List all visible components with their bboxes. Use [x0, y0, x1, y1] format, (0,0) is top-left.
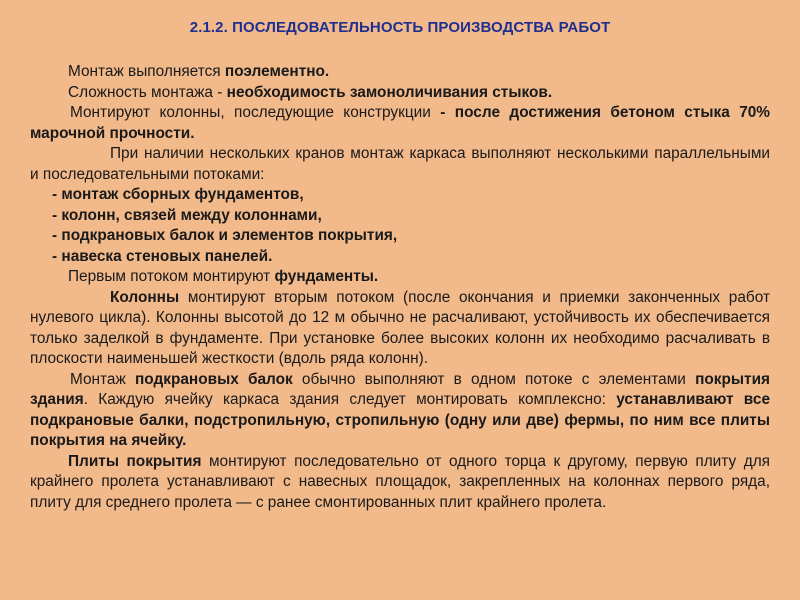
paragraph-roof-slabs	[30, 452, 770, 514]
bold-text: покрытия здания	[30, 370, 771, 408]
slide-title: 2.1.2. ПОСЛЕДОВАТЕЛЬНОСТЬ ПРОИЗВОДСТВА РАБОТ	[189, 19, 611, 36]
slide-body	[30, 62, 770, 513]
paragraph-first-flow	[30, 267, 770, 288]
paragraph-complexity	[30, 83, 770, 104]
text-span: . Каждую ячейку каркаса здания следует монтировать комплексно:	[83, 391, 617, 408]
list-item-columns: - колонн, связей между колоннами,	[52, 206, 322, 224]
text-span: Монтаж	[70, 370, 135, 388]
text-span: Монтируют колонны, последующие конструкции	[70, 104, 441, 121]
paragraph-several-cranes: При наличии нескольких кранов монтаж каркаса выполняют несколькими параллельными и последовательными потоками:	[30, 145, 770, 183]
bold-text: устанавливают все подкрановые балки, подстропильную, стропильную (одну или две) фермы, по ним все плиты покрытия на ячейку.	[30, 391, 770, 449]
bold-text: - после достижения бетоном стыка 70% марочной прочности.	[30, 104, 770, 142]
list-item-wall-panels: - навеска стеновых панелей.	[52, 247, 273, 265]
paragraph-columns-first	[30, 103, 770, 144]
bold-text: Плиты покрытия	[68, 452, 202, 470]
text-span: монтируют вторым потоком (после окончания и приемки законченных работ нулевого цикла). Колонны высотой до 12 м обычно не расчаливают, устойчивость их обеспечивается только заделкой в фундаменте. При установке более высоких колонн их необходимо расчаливать в плоскости наименьшей жесткости (вдоль ряда колонн).	[30, 288, 770, 367]
bold-text: подкрановых балок	[134, 370, 293, 388]
bold-text: поэлементно.	[224, 63, 330, 80]
paragraph-element-by-element	[30, 62, 770, 83]
text-span: Монтаж выполняется	[68, 63, 225, 80]
bold-text: Колонны	[110, 288, 180, 306]
text-span: Первым потоком монтируют	[68, 268, 275, 285]
text-span: монтируют последовательно от одного торца к другому, первую плиту для крайнего пролета устанавливают с навесных площадок, закрепленных на колоннах первого ряда, плиту для среднего пролета — с ранее смонтированных плит крайнего пролета.	[30, 452, 771, 511]
paragraph-columns	[30, 288, 770, 370]
text-span: Сложность монтажа -	[68, 83, 227, 101]
list-item-crane-beams: - подкрановых балок и элементов покрытия,	[52, 227, 398, 244]
bold-text: необходимость замоноличивания стыков.	[226, 83, 553, 101]
list-item-foundations: - монтаж сборных фундаментов,	[52, 186, 304, 203]
paragraph-crane-beams	[30, 370, 770, 452]
text-span: обычно выполняют в одном потоке с элементами	[292, 370, 696, 388]
bold-text: фундаменты.	[274, 268, 379, 285]
